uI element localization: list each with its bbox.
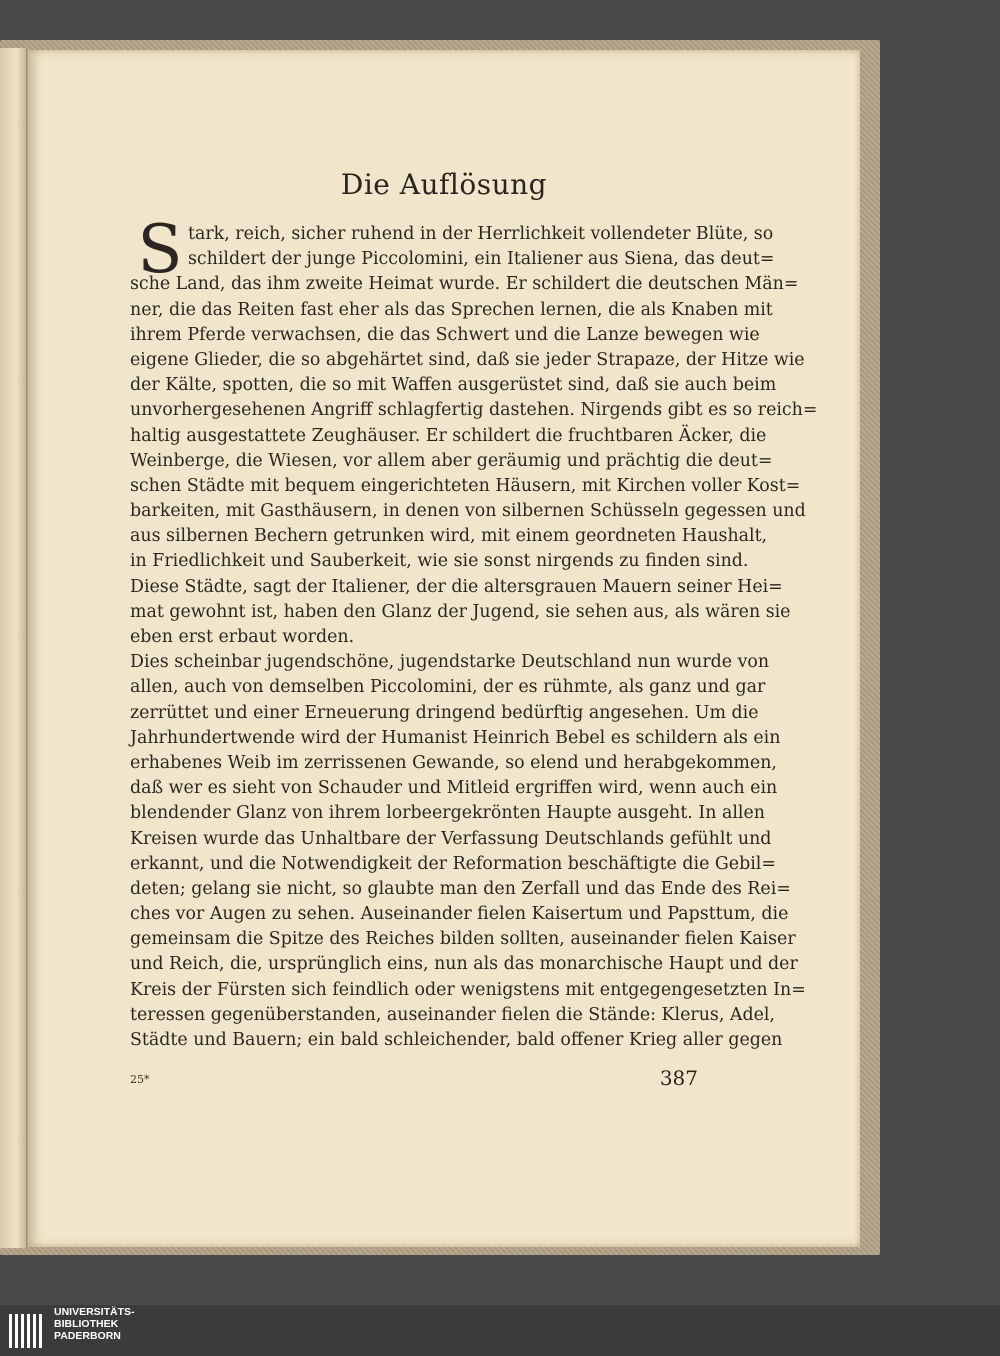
text-line: tark, reich, sicher ruhend in der Herrlichkeit vollendeter Blüte, so bbox=[188, 224, 774, 244]
text-line: Jahrhundertwende wird der Humanist Heinrich Bebel es schildern als ein bbox=[130, 727, 781, 748]
text-line: aus silbernen Bechern getrunken wird, mit einem geordneten Haushalt, bbox=[130, 526, 768, 547]
text-line: erhabenes Weib im zerrissenen Gewande, so elend und herabgekommen, bbox=[130, 752, 777, 773]
text-line: deten; gelang sie nicht, so glaubte man den Zerfall und das Ende des Rei= bbox=[130, 878, 791, 899]
text-line: teressen gegenüberstanden, auseinander fielen die Stände: Klerus, Adel, bbox=[130, 1004, 775, 1025]
library-logo-icon bbox=[6, 1310, 50, 1354]
text-line: unvorhergesehenen Angriff schlagfertig dastehen. Nirgends gibt es so reich= bbox=[130, 400, 818, 421]
text-line: Kreis der Fürsten sich feindlich oder wenigstens mit entgegengesetzten In= bbox=[130, 979, 806, 1000]
chapter-title: Die Auflösung bbox=[340, 168, 548, 201]
text-line: eigene Glieder, die so abgehärtet sind, daß sie jeder Strapaze, der Hitze wie bbox=[130, 349, 805, 370]
left-page-edge bbox=[0, 48, 27, 1248]
text-line: Dies scheinbar jugendschöne, jugendstarke Deutschland nun wurde von bbox=[130, 652, 770, 673]
body-text bbox=[130, 211, 818, 1053]
drop-cap: S bbox=[137, 211, 183, 288]
text-line: Städte und Bauern; ein bald schleichender, bald offener Krieg aller gegen bbox=[130, 1030, 783, 1050]
logo-line-1: UNIVERSITÄTS- bbox=[54, 1306, 135, 1318]
logo-line-3: PADERBORN bbox=[54, 1330, 121, 1342]
text-line: erkannt, und die Notwendigkeit der Reformation beschäftigte die Gebil= bbox=[130, 853, 776, 874]
text-line: sche Land, das ihm zweite Heimat wurde. Er schildert die deutschen Män= bbox=[130, 274, 799, 295]
page-number: 387 bbox=[659, 1066, 698, 1090]
text-line: eben erst erbaut worden. bbox=[130, 627, 355, 647]
text-line: Diese Städte, sagt der Italiener, der die altersgrauen Mauern seiner Hei= bbox=[130, 576, 783, 597]
book-page bbox=[28, 50, 860, 1247]
text-line: in Friedlichkeit und Sauberkeit, wie sie sonst nirgends zu finden sind. bbox=[130, 551, 749, 572]
text-line: ner, die das Reiten fast eher als das Sprechen lernen, die als Knaben mit bbox=[130, 299, 773, 320]
text-line: schen Städte mit bequem eingerichteten Häusern, mit Kirchen voller Kost= bbox=[130, 475, 801, 496]
text-line: ihrem Pferde verwachsen, die das Schwert und die Lanze bewegen wie bbox=[130, 324, 760, 345]
text-line: schildert der junge Piccolomini, ein Italiener aus Siena, das deut= bbox=[188, 249, 775, 270]
library-logo-text bbox=[54, 1306, 204, 1342]
text-line: gemeinsam die Spitze des Reiches bilden sollten, auseinander fielen Kaiser bbox=[130, 929, 796, 950]
text-line: allen, auch von demselben Piccolomini, der es rühmte, als ganz und gar bbox=[130, 677, 766, 698]
text-line: mat gewohnt ist, haben den Glanz der Jugend, sie sehen aus, als wären sie bbox=[130, 601, 791, 622]
text-line: haltig ausgestattete Zeughäuser. Er schildert die fruchtbaren Äcker, die bbox=[130, 425, 767, 446]
text-line: Kreisen wurde das Unhaltbare der Verfassung Deutschlands gefühlt und bbox=[130, 828, 772, 849]
text-line: blendender Glanz von ihrem lorbeergekrönten Haupte ausgeht. In allen bbox=[130, 803, 765, 824]
text-line: und Reich, die, ursprünglich eins, nun als das monarchische Haupt und der bbox=[130, 954, 798, 975]
text-line: Weinberge, die Wiesen, vor allem aber geräumig und prächtig die deut= bbox=[130, 450, 773, 471]
text-line: der Kälte, spotten, die so mit Waffen ausgerüstet sind, daß sie auch beim bbox=[130, 375, 777, 396]
text-line: zerrüttet und einer Erneuerung dringend bedürftig angesehen. Um die bbox=[130, 702, 759, 723]
text-line: daß wer es sieht von Schauder und Mitleid ergriffen wird, wenn auch ein bbox=[130, 778, 778, 799]
text-line: ches vor Augen zu sehen. Auseinander fielen Kaisertum und Papsttum, die bbox=[130, 904, 789, 925]
text-line: barkeiten, mit Gasthäusern, in denen von silbernen Schüsseln gegessen und bbox=[130, 501, 806, 522]
signature-mark: 25* bbox=[130, 1073, 150, 1086]
logo-line-2: BIBLIOTHEK bbox=[54, 1318, 119, 1330]
